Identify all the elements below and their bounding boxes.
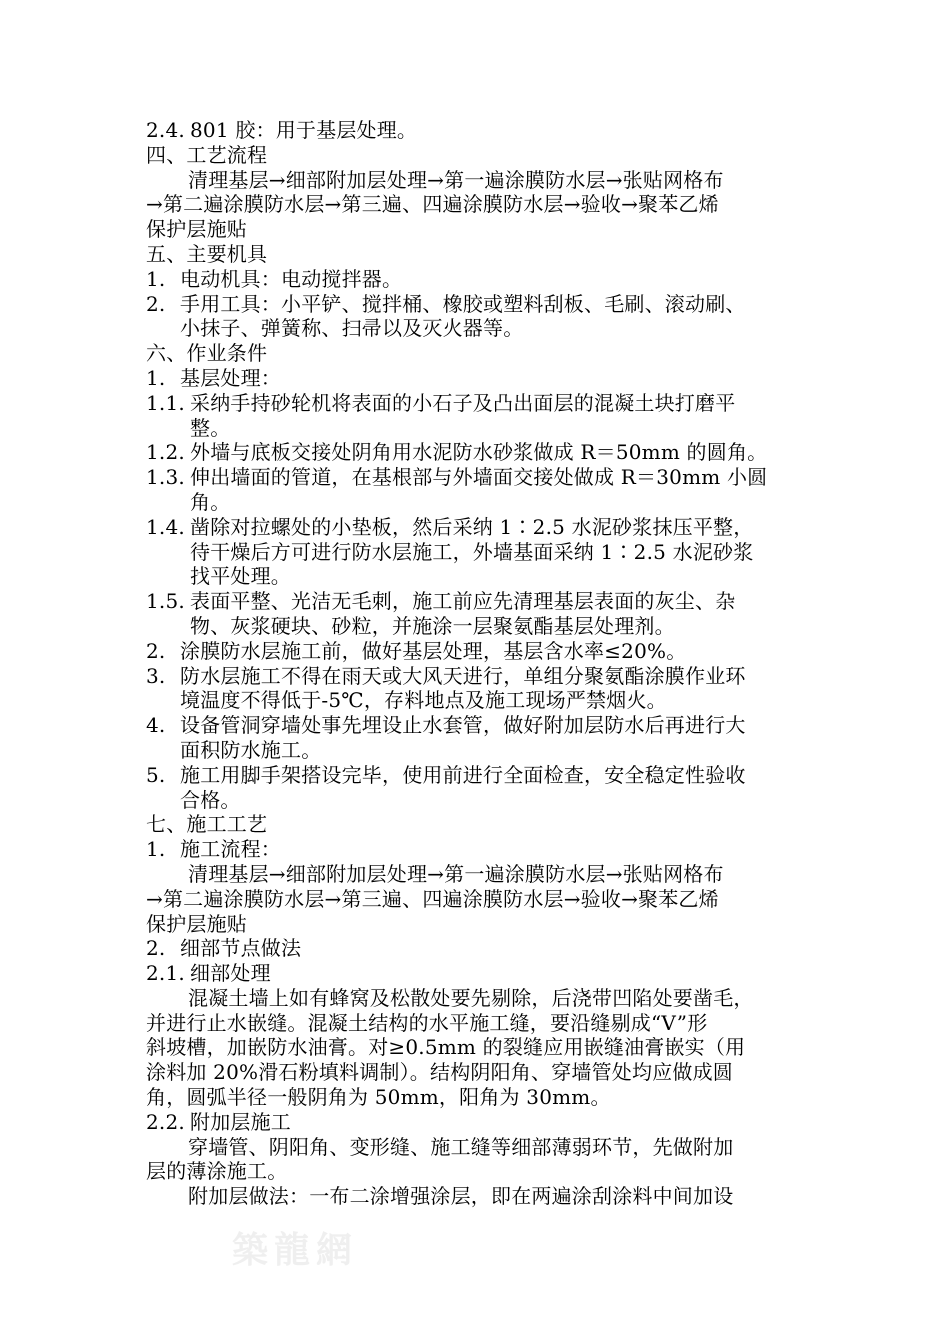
- line-text: 涂膜防水层施工前，做好基层处理，基层含水率≤20%。: [180, 638, 687, 663]
- text-line: [146, 1159, 811, 1184]
- list-number: 1.3.: [146, 465, 185, 490]
- line-text: 找平处理。: [190, 564, 291, 589]
- line-text: 保护层施贴: [146, 217, 247, 242]
- text-line: [146, 192, 811, 217]
- list-number: 1.: [146, 266, 166, 291]
- line-text: →第二遍涂膜防水层→第三遍、四遍涂膜防水层→验收→聚苯乙烯: [146, 886, 719, 911]
- text-line: [146, 589, 811, 614]
- text-line: [146, 267, 811, 292]
- text-line: [146, 416, 811, 441]
- text-line: [146, 540, 811, 565]
- text-line: [146, 490, 811, 515]
- line-text: 附加层施工: [190, 1109, 291, 1134]
- line-text: 伸出墙面的管道，在基根部与外墙面交接处做成 R＝30mm 小圆: [190, 465, 768, 490]
- text-line: [146, 837, 811, 862]
- list-number: 1.: [146, 365, 166, 390]
- line-text: 合格。: [180, 787, 241, 812]
- list-number: 1.5.: [146, 589, 185, 614]
- text-line: [146, 465, 811, 490]
- watermark: 築龍網: [232, 1229, 359, 1271]
- text-line: [146, 341, 811, 366]
- text-line: [146, 316, 811, 341]
- line-text: 小抹子、弹簧称、扫帚以及灭火器等。: [180, 316, 524, 341]
- text-line: [146, 118, 811, 143]
- text-line: [146, 1060, 811, 1085]
- text-line: [146, 1011, 811, 1036]
- text-line: [146, 391, 811, 416]
- text-line: [146, 986, 811, 1011]
- line-text: 待干燥后方可进行防水层施工，外墙基面采纳 1∶2.5 水泥砂浆: [190, 539, 754, 564]
- line-text: 物、灰浆硬块、砂粒，并施涂一层聚氨酯基层处理剂。: [190, 613, 675, 638]
- list-number: 2.: [146, 936, 166, 961]
- text-line: [146, 763, 811, 788]
- line-text: 层的薄涂施工。: [146, 1159, 288, 1184]
- text-line: [146, 168, 811, 193]
- line-text: 细部节点做法: [180, 936, 302, 961]
- text-line: [146, 614, 811, 639]
- text-line: [146, 713, 811, 738]
- line-text: 外墙与底板交接处阴角用水泥防水砂浆做成 R＝50mm 的圆角。: [190, 440, 768, 465]
- text-line: [146, 292, 811, 317]
- text-line: [146, 440, 811, 465]
- document-body: [146, 118, 811, 1209]
- text-line: [146, 887, 811, 912]
- line-text: 四、工艺流程: [146, 142, 268, 167]
- line-text: 混凝土墙上如有蜂窝及松散处要先剔除，后浇带凹陷处要凿毛，: [188, 985, 754, 1010]
- text-line: [146, 788, 811, 813]
- line-text: 整。: [190, 415, 231, 440]
- line-text: 施工用脚手架搭设完毕，使用前进行全面检查，安全稳定性验收: [180, 762, 746, 787]
- text-line: [146, 1110, 811, 1135]
- line-text: 采纳手持砂轮机将表面的小石子及凸出面层的混凝土块打磨平: [190, 390, 736, 415]
- text-line: [146, 936, 811, 961]
- text-line: [146, 664, 811, 689]
- text-line: [146, 639, 811, 664]
- list-number: 3.: [146, 663, 166, 688]
- text-line: [146, 143, 811, 168]
- line-text: 清理基层→细部附加层处理→第一遍涂膜防水层→张贴网格布: [188, 167, 724, 192]
- line-text: 五、主要机具: [146, 241, 268, 266]
- line-text: 表面平整、光洁无毛刺，施工前应先清理基层表面的灰尘、杂: [190, 589, 736, 614]
- line-text: 角。: [190, 489, 231, 514]
- list-number: 1.2.: [146, 440, 185, 465]
- line-text: 七、施工工艺: [146, 812, 268, 837]
- list-number: 5.: [146, 762, 166, 787]
- text-line: [146, 912, 811, 937]
- line-text: 基层处理：: [180, 365, 281, 390]
- line-text: 801 胶：用于基层处理。: [190, 118, 418, 142]
- line-text: 附加层做法：一布二涂增强涂层，即在两遍涂刮涂料中间加设: [188, 1184, 734, 1209]
- line-text: 面积防水施工。: [180, 737, 322, 762]
- text-line: [146, 217, 811, 242]
- line-text: 保护层施贴: [146, 911, 247, 936]
- text-line: [146, 564, 811, 589]
- text-line: [146, 1085, 811, 1110]
- line-text: 施工流程：: [180, 837, 281, 862]
- line-text: 电动机具：电动搅拌器。: [180, 266, 403, 291]
- text-line: [146, 515, 811, 540]
- list-number: 1.4.: [146, 514, 185, 539]
- line-text: 角，圆弧半径一般阴角为 50mm，阳角为 30mm。: [146, 1085, 611, 1110]
- line-text: 并进行止水嵌缝。混凝土结构的水平施工缝，要沿缝剔成“V”形: [146, 1010, 708, 1035]
- text-line: [146, 1035, 811, 1060]
- line-text: 境温度不得低于-5℃，存料地点及施工现场严禁烟火。: [180, 688, 667, 713]
- list-number: 2.: [146, 638, 166, 663]
- text-line: [146, 1184, 811, 1209]
- line-text: 细部处理: [190, 961, 271, 986]
- line-text: 凿除对拉螺处的小垫板，然后采纳 1∶2.5 水泥砂浆抹压平整，: [190, 514, 754, 539]
- list-number: 1.1.: [146, 390, 185, 415]
- list-number: 1.: [146, 837, 166, 862]
- text-line: [146, 1135, 811, 1160]
- text-line: [146, 862, 811, 887]
- text-line: [146, 961, 811, 986]
- list-number: 2.4.: [146, 118, 185, 142]
- line-text: 六、作业条件: [146, 341, 268, 366]
- text-line: [146, 688, 811, 713]
- line-text: 手用工具：小平铲、搅拌桶、橡胶或塑料刮板、毛刷、滚动刷、: [180, 291, 746, 316]
- list-number: 2.1.: [146, 961, 185, 986]
- text-line: [146, 812, 811, 837]
- line-text: 涂料加 20%滑石粉填料调制）。结构阴阳角、穿墙管处均应做成圆: [146, 1060, 734, 1085]
- line-text: 穿墙管、阴阳角、变形缝、施工缝等细部薄弱环节，先做附加: [188, 1134, 734, 1159]
- line-text: 清理基层→细部附加层处理→第一遍涂膜防水层→张贴网格布: [188, 861, 724, 886]
- text-line: [146, 366, 811, 391]
- text-line: [146, 242, 811, 267]
- list-number: 2.2.: [146, 1109, 185, 1134]
- list-number: 2.: [146, 291, 166, 316]
- line-text: 斜坡槽，加嵌防水油膏。对≥0.5mm 的裂缝应用嵌缝油膏嵌实（用: [146, 1035, 746, 1060]
- text-line: [146, 738, 811, 763]
- line-text: 防水层施工不得在雨天或大风天进行，单组分聚氨酯涂膜作业环: [180, 663, 746, 688]
- line-text: →第二遍涂膜防水层→第三遍、四遍涂膜防水层→验收→聚苯乙烯: [146, 192, 719, 217]
- list-number: 4.: [146, 713, 166, 738]
- line-text: 设备管洞穿墙处事先埋设止水套管，做好附加层防水后再进行大: [180, 713, 746, 738]
